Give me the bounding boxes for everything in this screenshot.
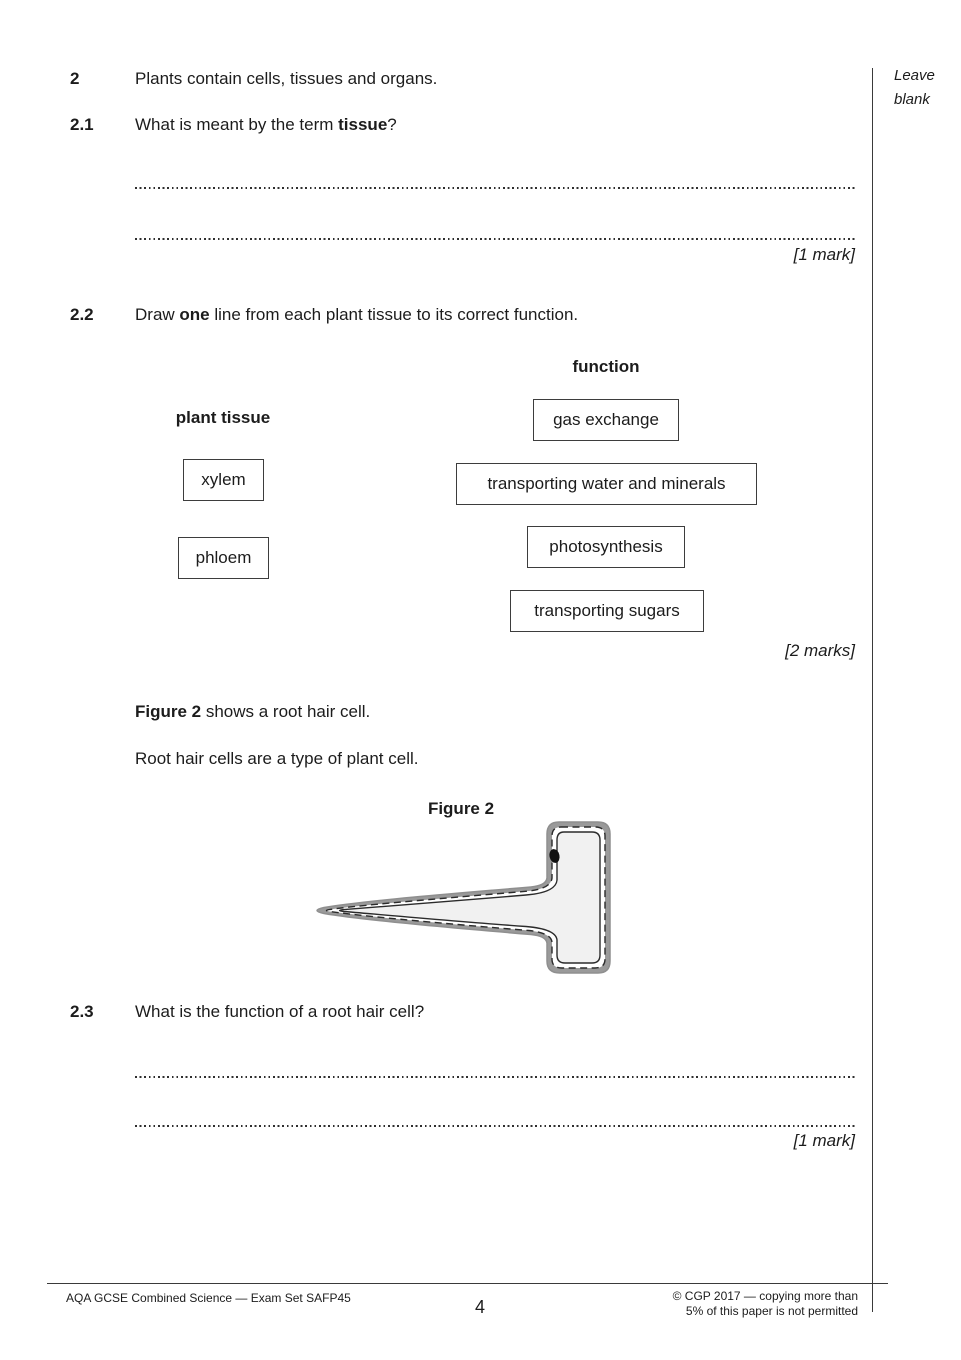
footer-copyright-line2: 5% of this paper is not permitted xyxy=(685,1304,858,1318)
leave-blank-line2: blank xyxy=(894,91,930,108)
column-header-plant-tissue: plant tissue xyxy=(175,408,271,427)
footer-copyright-line1: © CGP 2017 — copying more than xyxy=(672,1289,858,1303)
marks-2-2: [2 marks] xyxy=(785,641,855,660)
footer-left-text: AQA GCSE Combined Science — Exam Set SAFP45 xyxy=(66,1291,351,1305)
question-2-1-text-after: ? xyxy=(387,115,397,134)
question-2-1-text xyxy=(135,115,397,135)
question-2-2-bold-word: one xyxy=(179,305,210,324)
answer-line-2-3-a[interactable] xyxy=(135,1076,855,1078)
answer-line-2-1-b[interactable] xyxy=(135,238,855,240)
answer-line-2-1-a[interactable] xyxy=(135,187,855,189)
leave-blank-label xyxy=(894,64,935,112)
figure-intro-text: shows a root hair cell. xyxy=(201,702,371,721)
question-2-1-text-before: What is meant by the term xyxy=(135,115,339,134)
question-2-1-bold-word: tissue xyxy=(338,115,388,134)
tissue-box-xylem[interactable]: xylem xyxy=(183,459,264,501)
question-2-2-text-after: line from each plant tissue to its correct function. xyxy=(209,305,579,324)
tissue-box-phloem[interactable]: phloem xyxy=(178,537,269,579)
function-box-transporting-water[interactable]: transporting water and minerals xyxy=(456,463,757,505)
marks-2-3: [1 mark] xyxy=(793,1131,855,1150)
function-box-photosynthesis[interactable]: photosynthesis xyxy=(527,526,685,568)
marks-2-1: [1 mark] xyxy=(793,245,855,264)
page-number: 4 xyxy=(474,1297,485,1317)
function-box-transporting-sugars[interactable]: transporting sugars xyxy=(510,590,704,632)
figure-caption: Figure 2 xyxy=(427,799,495,818)
answer-line-2-3-b[interactable] xyxy=(135,1125,855,1127)
question-2-3-text: What is the function of a root hair cell? xyxy=(135,1002,425,1021)
footer-rule xyxy=(47,1283,888,1284)
question-2-3-number: 2.3 xyxy=(70,1002,94,1021)
question-2-text: Plants contain cells, tissues and organs. xyxy=(135,69,438,88)
column-header-function: function xyxy=(572,357,640,376)
question-2-2-text-before: Draw xyxy=(135,305,180,324)
question-2-number: 2 xyxy=(70,69,80,88)
figure-intro xyxy=(135,702,370,722)
question-2-1-number: 2.1 xyxy=(70,115,94,134)
leave-blank-line1: Leave xyxy=(894,67,935,84)
figure-intro-bold: Figure 2 xyxy=(135,702,202,721)
function-box-gas-exchange[interactable]: gas exchange xyxy=(533,399,679,441)
footer-copyright xyxy=(600,1289,858,1319)
margin-rule xyxy=(872,68,873,1312)
question-2-2-text xyxy=(135,305,578,325)
question-2-2-number: 2.2 xyxy=(70,305,94,324)
figure-note: Root hair cells are a type of plant cell. xyxy=(135,749,419,768)
root-hair-cell-figure xyxy=(302,816,620,980)
